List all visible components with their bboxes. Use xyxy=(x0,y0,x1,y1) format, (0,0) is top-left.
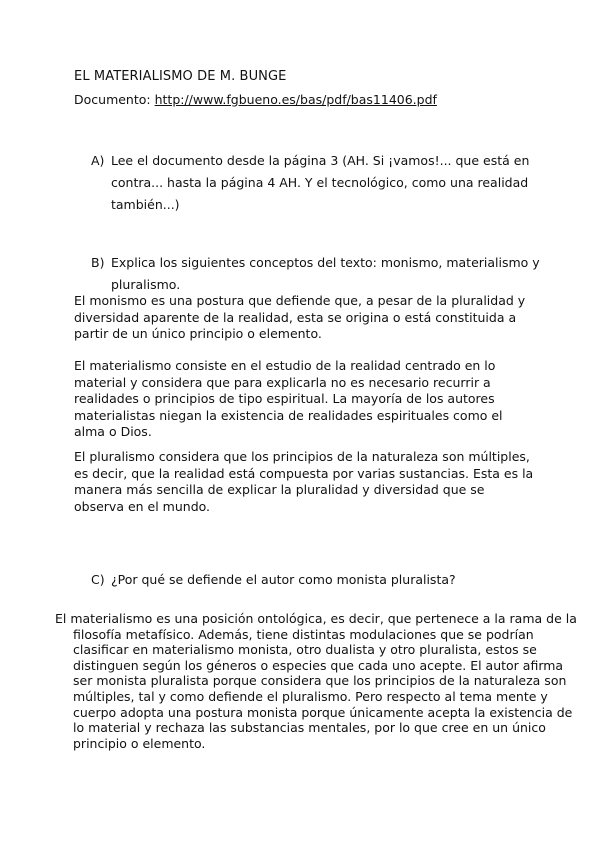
question-b xyxy=(91,252,551,296)
question-c-letter: C) xyxy=(91,572,105,587)
question-b-letter: B) xyxy=(91,255,105,270)
answer-monismo: El monismo es una postura que defiende que, a pesar de la pluralidad y diversidad aparente de la realidad, esta se origina o está constituida a partir de un único principio o elemento. xyxy=(74,293,526,341)
answer-pluralismo: El pluralismo considera que los principios de la naturaleza son múltiples, es decir, que la realidad está compuesta por varias sustancias. Esta es la manera más sencilla de explicar la pluralidad y diversidad que se observa en el mundo. xyxy=(74,449,534,514)
document-source-label: Documento: xyxy=(74,92,155,107)
document-title: EL MATERIALISMO DE M. BUNGE xyxy=(74,69,287,84)
question-a xyxy=(91,150,541,216)
document-source-link[interactable]: http://www.fgbueno.es/bas/pdf/bas11406.pdf xyxy=(154,92,437,107)
question-b-text: Explica los siguientes conceptos del texto: monismo, materialismo y pluralismo. xyxy=(111,255,540,292)
question-c xyxy=(91,569,541,591)
answer-c: El materialismo es una posición ontológica, es decir, que pertenece a la rama de la filosofía metafísico. Además, tiene distintas modulaciones que se podrían clasificar en materialismo monista, otro dualista y otro pluralista, estos se distinguen según los géneros o especies que cada uno acepte. El autor afirma ser monista pluralista porque considera que los principios de la naturaleza son múltiples, tal y como defiende el pluralismo. Pero respecto al tema mente y cuerpo adopta una postura monista porque únicamente acepta la existencia de lo material y rechaza las substancias mentales, por lo que cree en un único principio o elemento. xyxy=(55,611,577,751)
question-a-text: Lee el documento desde la página 3 (AH. Si ¡vamos!... que está en contra... hasta la página 4 AH. Y el tecnológico, como una realidad también...) xyxy=(111,153,530,212)
question-a-letter: A) xyxy=(91,153,105,168)
answer-materialismo: El materialismo consiste en el estudio de la realidad centrado en lo material y considera que para explicarla no es necesario recurrir a realidades o principios de tipo espiritual. La mayoría de los autores materialistas niegan la existencia de realidades espirituales como el alma o Dios. xyxy=(74,358,503,439)
document-source-line xyxy=(74,92,437,107)
question-c-text: ¿Por qué se defiende el autor como monista pluralista? xyxy=(111,572,456,587)
